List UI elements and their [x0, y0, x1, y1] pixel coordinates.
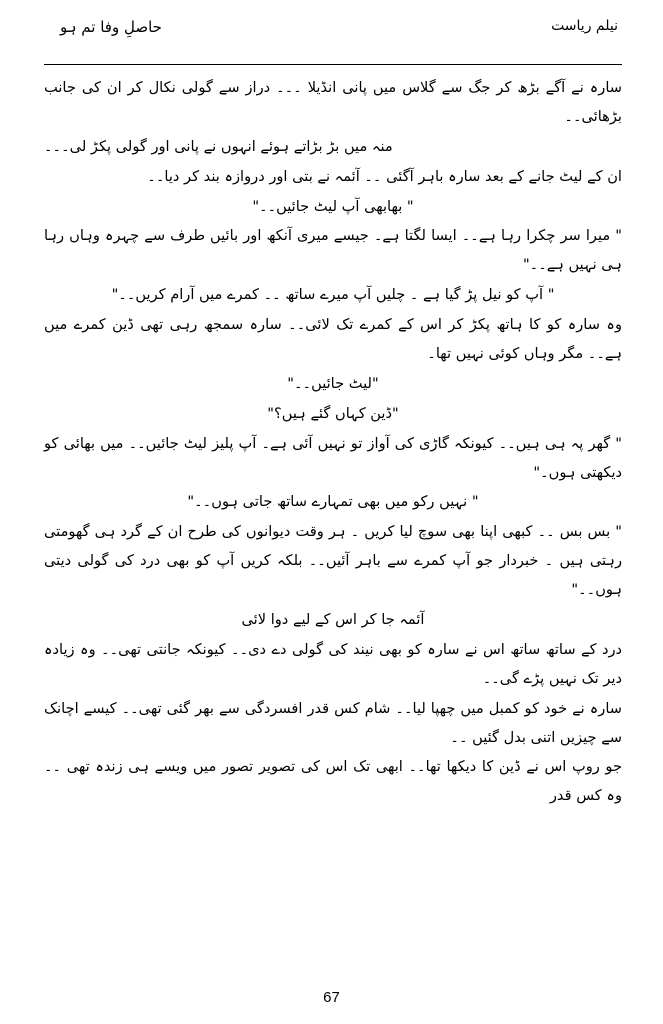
paragraph: جو روپ اس نے ڈین کا دیکھا تھا۔۔ ابھی تک اس کی تصویر تصور میں ویسے ہی زندہ تھی ۔۔ وہ کس قدر [44, 758, 622, 805]
paragraph: " بھابھی آپ لیٹ جائیں۔۔" [252, 197, 414, 215]
paragraph: " گھر پہ ہی ہیں۔۔ کیونکہ گاڑی کی آواز تو نہیں آئی ہے۔ آپ پلیز لیٹ جائیں۔۔ میں بھائی کو دیکھتی ہوں۔" [44, 434, 622, 481]
paragraph: ان کے لیٹ جانے کے بعد سارہ باہر آگئی ۔۔ آئمہ نے بتی اور دروازہ بند کر دیا۔۔ [147, 167, 622, 185]
paragraph: " نہیں رکو میں بھی تمہارے ساتھ جاتی ہوں۔۔" [187, 493, 479, 511]
paragraph: وہ سارہ کو کا ہاتھ پکڑ کر اس کے کمرے تک لائی۔۔ سارہ سمجھ رہی تھی ڈین کمرے میں ہے۔۔ مگر وہاں کوئی نہیں تھا۔ [44, 316, 622, 363]
book-title: حاصلِ وفا تم ہو [60, 18, 162, 36]
paragraph: منہ میں بڑ بڑاتے ہوئے انہوں نے پانی اور گولی پکڑ لی۔۔۔ [44, 137, 393, 155]
book-author: نیلم ریاست [551, 18, 618, 34]
paragraph: آئمہ جا کر اس کے لیے دوا لائی [241, 611, 425, 629]
paragraph: درد کے ساتھ ساتھ اس نے سارہ کو بھی نیند کی گولی دے دی۔۔ کیونکہ جانتی تھی۔۔ وہ زیادہ دیر تک نہیں پڑے گی۔۔ [44, 640, 622, 687]
paragraph: " آپ کو نیل پڑ گیا ہے ۔ چلیں آپ میرے ساتھ ۔۔ کمرے میں آرام کریں۔۔" [111, 286, 555, 304]
paragraph: سارہ نے خود کو کمبل میں چھپا لیا۔۔ شام کس قدر افسردگی سے بھر گئی تھی۔۔ کیسے اچانک سے چیزیں اتنی بدل گئیں ۔۔ [44, 699, 622, 746]
page-body [44, 74, 622, 812]
page-number: 67 [323, 989, 340, 1006]
header-divider [44, 64, 622, 65]
page-header [60, 18, 618, 52]
paragraph: سارہ نے آگے بڑھ کر جگ سے گلاس میں پانی انڈیلا ۔۔۔ دراز سے گولی نکال کر ان کی جانب بڑھائی۔۔ [44, 79, 622, 125]
paragraph: " بس بس ۔۔ کبھی اپنا بھی سوچ لیا کریں ۔ ہر وقت دیوانوں کی طرح ان کے گرد ہی گھومتی رہتی ہیں ۔ خبردار جو آپ کمرے سے باہر آئیں۔۔ بلکہ کریں آپ کو بھی درد کی گولی دیتی ہوں۔۔" [44, 523, 622, 599]
paragraph: "لیٹ جائیں۔۔" [287, 374, 379, 392]
paragraph: " میرا سر چکرا رہا ہے۔۔ ایسا لگتا ہے۔ جیسے میری آنکھ اور بائیں طرف سے چہرہ وہاں رہا ہی نہیں ہے۔۔" [44, 227, 622, 274]
paragraph: "ڈین کہاں گئے ہیں؟" [267, 404, 399, 422]
